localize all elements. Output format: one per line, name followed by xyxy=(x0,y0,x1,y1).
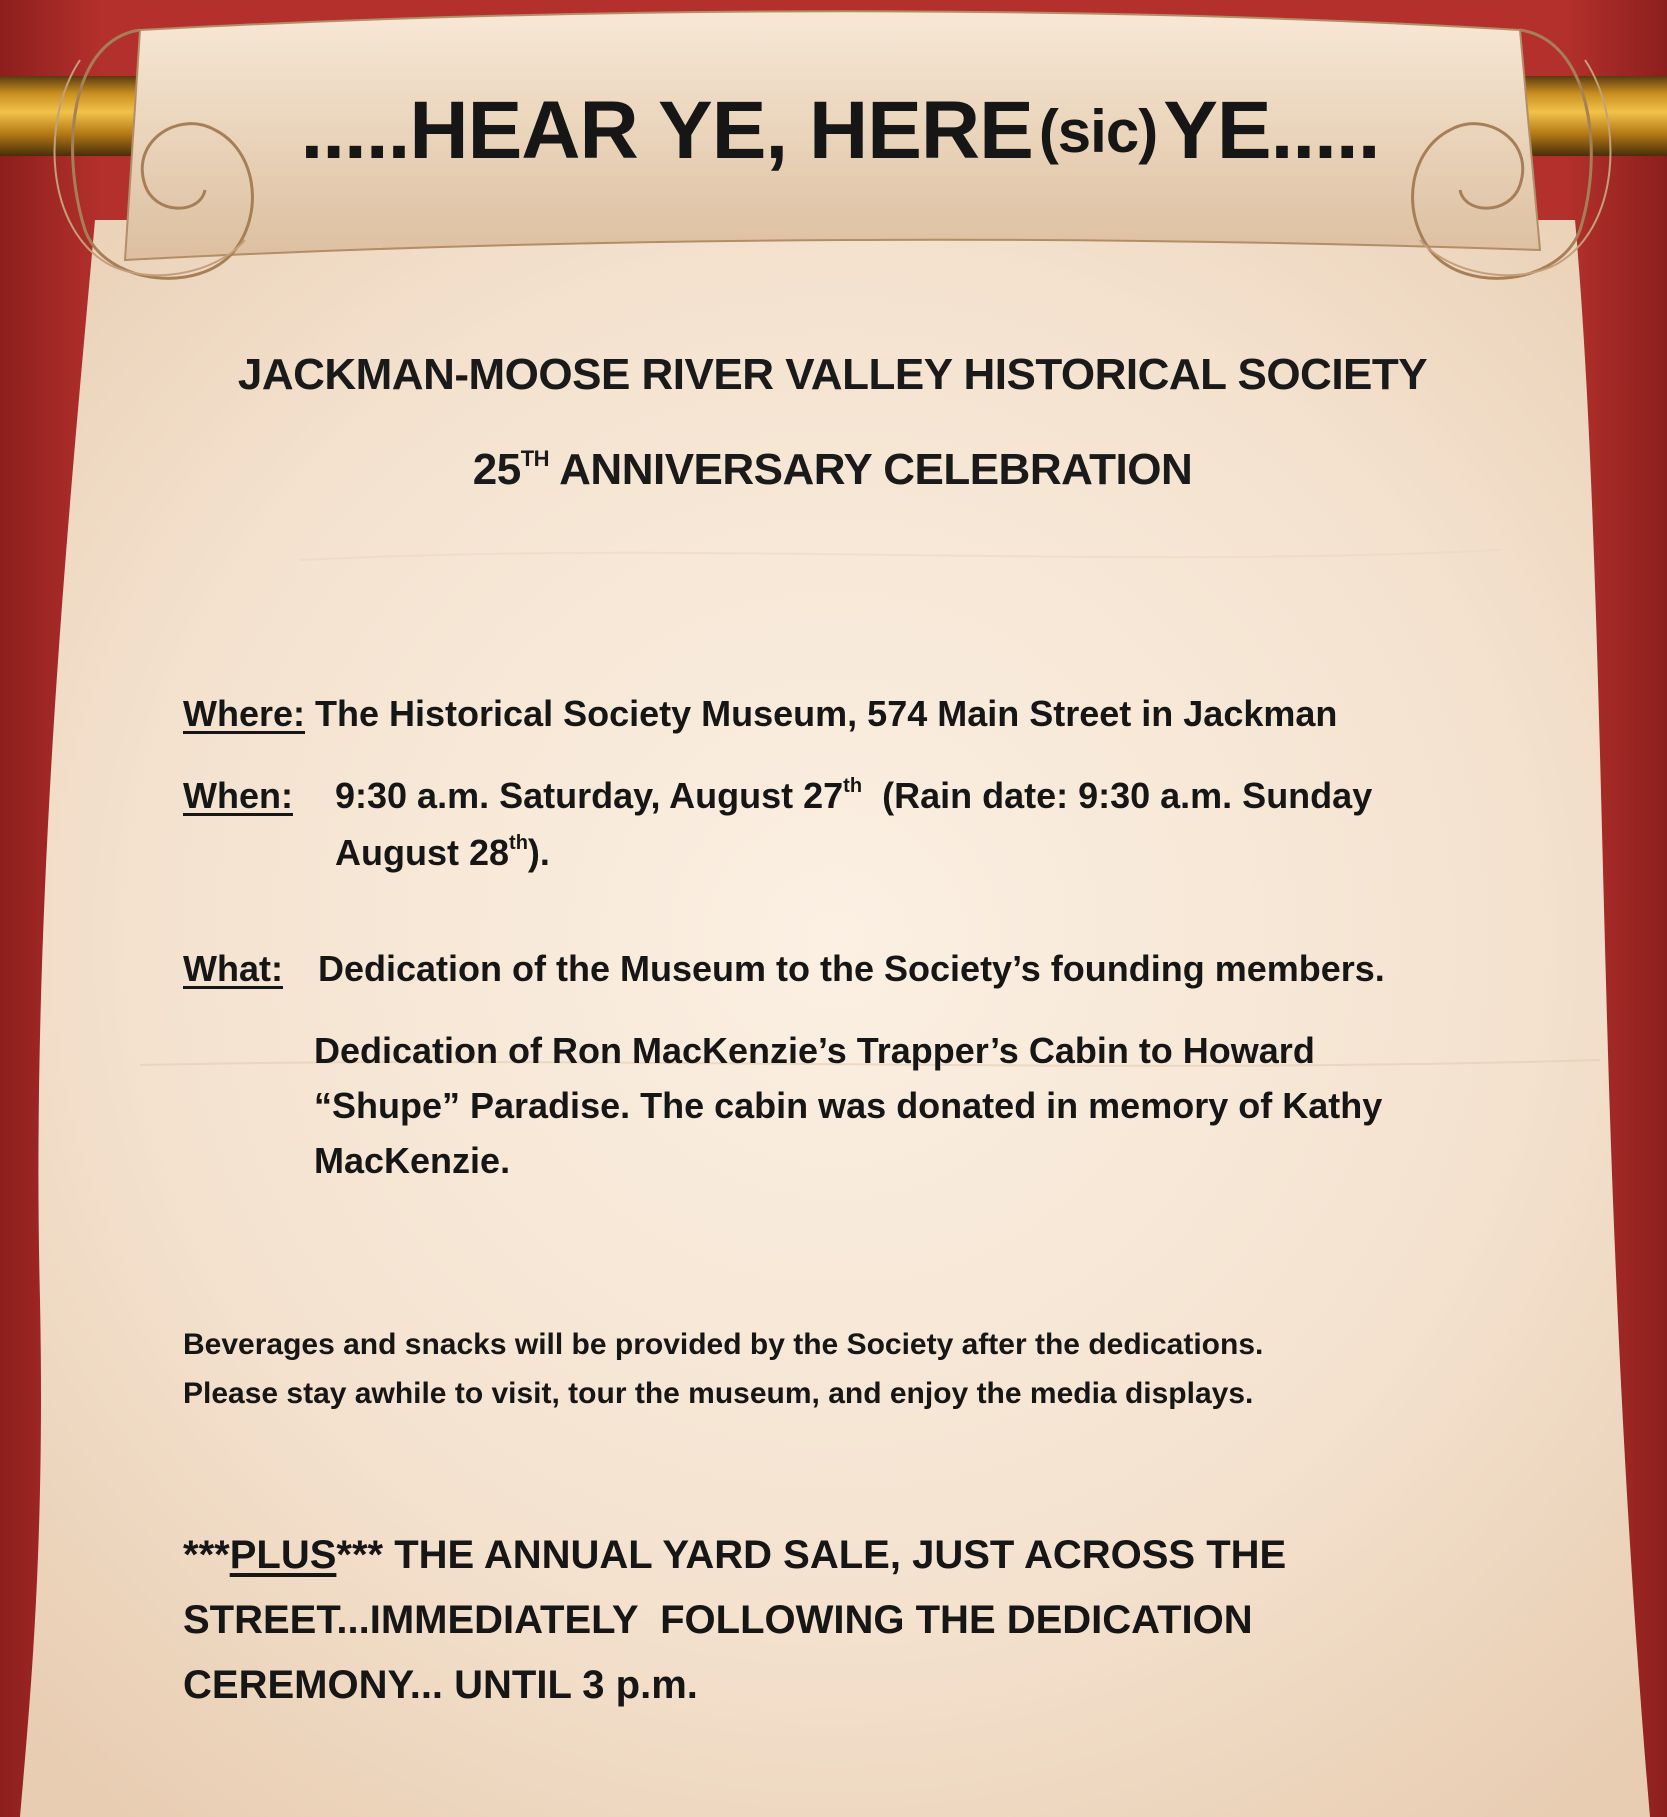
yard-sale-line-2: STREET...IMMEDIATELY FOLLOWING THE DEDICATION xyxy=(183,1598,1253,1642)
anniversary-text: ANNIVERSARY CELEBRATION xyxy=(559,445,1193,494)
when-rain-close: ). xyxy=(527,832,550,873)
when-line-2 xyxy=(335,832,550,874)
when-date-suffix: th xyxy=(843,775,863,797)
anniversary-number: 25 xyxy=(472,445,521,494)
plus-word: PLUS xyxy=(229,1533,337,1577)
yard-sale-line-1-text: THE ANNUAL YARD SALE, JUST ACROSS THE xyxy=(394,1533,1287,1577)
banner-sic: (sic) xyxy=(1038,97,1158,165)
what-label-text: What: xyxy=(183,948,283,989)
plus-stars-after: *** xyxy=(336,1533,384,1577)
yard-sale-line-1 xyxy=(183,1533,1286,1578)
when-label-text: When: xyxy=(183,775,293,816)
banner-text-part2: YE..... xyxy=(1163,85,1380,176)
banner-text-part1: .....HEAR YE, HERE xyxy=(300,85,1033,176)
where-text: The Historical Society Museum, 574 Main Street in Jackman xyxy=(315,693,1338,734)
when-rain-date: (Rain date: 9:30 a.m. Sunday xyxy=(882,775,1373,816)
what-label xyxy=(183,948,283,990)
banner-title xyxy=(255,76,1425,186)
what-detail-line-3: MacKenzie. xyxy=(314,1140,511,1181)
what-detail-line-2: “Shupe” Paradise. The cabin was donated in memory of Kathy xyxy=(314,1085,1383,1126)
when-date: 9:30 a.m. Saturday, August 27 xyxy=(335,775,844,816)
refreshments-line-1: Beverages and snacks will be provided by the Society after the dedications. xyxy=(183,1328,1264,1361)
what-detail-line-1: Dedication of Ron MacKenzie’s Trapper’s Cabin to Howard xyxy=(314,1030,1315,1071)
when-rain-day-suffix: th xyxy=(509,832,528,854)
where-label: Where: xyxy=(183,693,306,734)
when-rain-day: August 28 xyxy=(335,832,510,873)
yard-sale-line-3: CEREMONY... UNTIL 3 p.m. xyxy=(183,1663,698,1707)
plus-stars-before: *** xyxy=(183,1533,230,1577)
organization-heading: JACKMAN-MOOSE RIVER VALLEY HISTORICAL SOCIETY xyxy=(237,350,1428,399)
when-line-1 xyxy=(335,775,1372,817)
where-row xyxy=(183,693,1337,735)
refreshments-line-2: Please stay awhile to visit, tour the museum, and enjoy the media displays. xyxy=(183,1377,1254,1410)
what-line-1: Dedication of the Museum to the Society’s founding members. xyxy=(318,948,1385,989)
when-label xyxy=(183,775,293,817)
anniversary-suffix: TH xyxy=(520,446,550,471)
anniversary-heading xyxy=(130,445,1535,495)
